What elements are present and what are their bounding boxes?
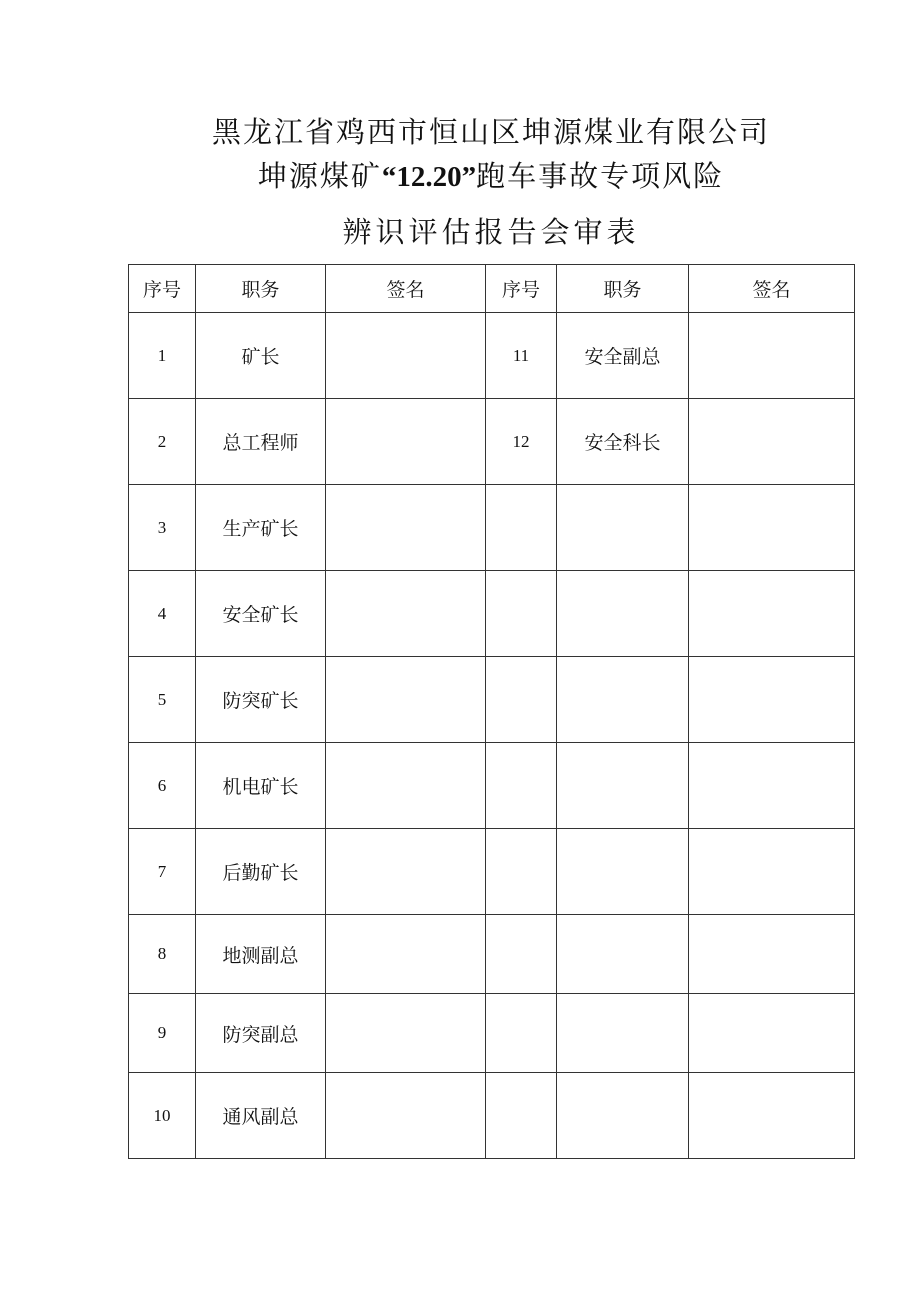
role-cell: 安全矿长	[196, 571, 326, 657]
role-cell: 总工程师	[196, 399, 326, 485]
signature-cell	[326, 743, 486, 829]
title-line-subject-code: “12.20”	[381, 161, 477, 193]
role-cell	[557, 829, 689, 915]
seq-cell: 12	[486, 399, 557, 485]
signature-cell	[689, 313, 855, 399]
role-cell: 安全科长	[557, 399, 689, 485]
header-cell-signature-left: 签名	[326, 265, 486, 313]
role-cell: 矿长	[196, 313, 326, 399]
role-cell	[557, 743, 689, 829]
role-cell	[557, 571, 689, 657]
signature-cell	[689, 829, 855, 915]
title-line-subject-prefix: 坤源煤矿	[257, 159, 382, 193]
table-row	[129, 743, 855, 829]
header-cell-role-left: 职务	[196, 265, 326, 313]
header-cell-signature-right: 签名	[689, 265, 855, 313]
signature-cell	[689, 743, 855, 829]
role-cell	[557, 485, 689, 571]
table-row	[129, 657, 855, 743]
seq-cell: 8	[129, 915, 196, 994]
review-signature-table	[128, 264, 855, 1159]
title-line-form-name: 辨识评估报告会审表	[342, 215, 640, 249]
seq-cell	[486, 657, 557, 743]
signature-cell	[326, 915, 486, 994]
seq-cell: 3	[129, 485, 196, 571]
signature-cell	[689, 994, 855, 1073]
signature-cell	[689, 485, 855, 571]
table-row	[129, 399, 855, 485]
role-cell: 通风副总	[196, 1073, 326, 1159]
table-row	[129, 313, 855, 399]
signature-cell	[326, 485, 486, 571]
seq-cell: 11	[486, 313, 557, 399]
signature-cell	[326, 829, 486, 915]
header-cell-seq-left: 序号	[129, 265, 196, 313]
role-cell: 生产矿长	[196, 485, 326, 571]
role-cell: 地测副总	[196, 915, 326, 994]
seq-cell: 9	[129, 994, 196, 1073]
role-cell: 安全副总	[557, 313, 689, 399]
table-row	[129, 571, 855, 657]
table-header-row	[129, 265, 855, 313]
table-row	[129, 829, 855, 915]
seq-cell: 1	[129, 313, 196, 399]
seq-cell: 2	[129, 399, 196, 485]
signature-cell	[326, 1073, 486, 1159]
signature-cell	[689, 915, 855, 994]
role-cell: 防突矿长	[196, 657, 326, 743]
seq-cell: 4	[129, 571, 196, 657]
seq-cell: 10	[129, 1073, 196, 1159]
header-cell-seq-right: 序号	[486, 265, 557, 313]
role-cell: 后勤矿长	[196, 829, 326, 915]
table-row	[129, 915, 855, 994]
seq-cell	[486, 994, 557, 1073]
title-line-subject-suffix: 跑车事故专项风险	[476, 159, 725, 193]
signature-cell	[326, 399, 486, 485]
role-cell	[557, 994, 689, 1073]
signature-cell	[689, 657, 855, 743]
role-cell	[557, 915, 689, 994]
role-cell	[557, 657, 689, 743]
table-row	[129, 994, 855, 1073]
signature-cell	[689, 571, 855, 657]
seq-cell	[486, 485, 557, 571]
signature-cell	[689, 1073, 855, 1159]
role-cell: 机电矿长	[196, 743, 326, 829]
seq-cell	[486, 1073, 557, 1159]
signature-cell	[326, 313, 486, 399]
signature-cell	[689, 399, 855, 485]
seq-cell	[486, 829, 557, 915]
role-cell	[557, 1073, 689, 1159]
title-line-subject	[0, 156, 920, 197]
header-cell-role-right: 职务	[557, 265, 689, 313]
role-cell: 防突副总	[196, 994, 326, 1073]
seq-cell: 6	[129, 743, 196, 829]
title-line-company: 黑龙江省鸡西市恒山区坤源煤业有限公司	[211, 115, 770, 149]
table-row	[129, 1073, 855, 1159]
seq-cell: 5	[129, 657, 196, 743]
seq-cell	[486, 915, 557, 994]
seq-cell: 7	[129, 829, 196, 915]
seq-cell	[486, 571, 557, 657]
signature-cell	[326, 994, 486, 1073]
signature-cell	[326, 657, 486, 743]
table-row	[129, 485, 855, 571]
signature-cell	[326, 571, 486, 657]
seq-cell	[486, 743, 557, 829]
